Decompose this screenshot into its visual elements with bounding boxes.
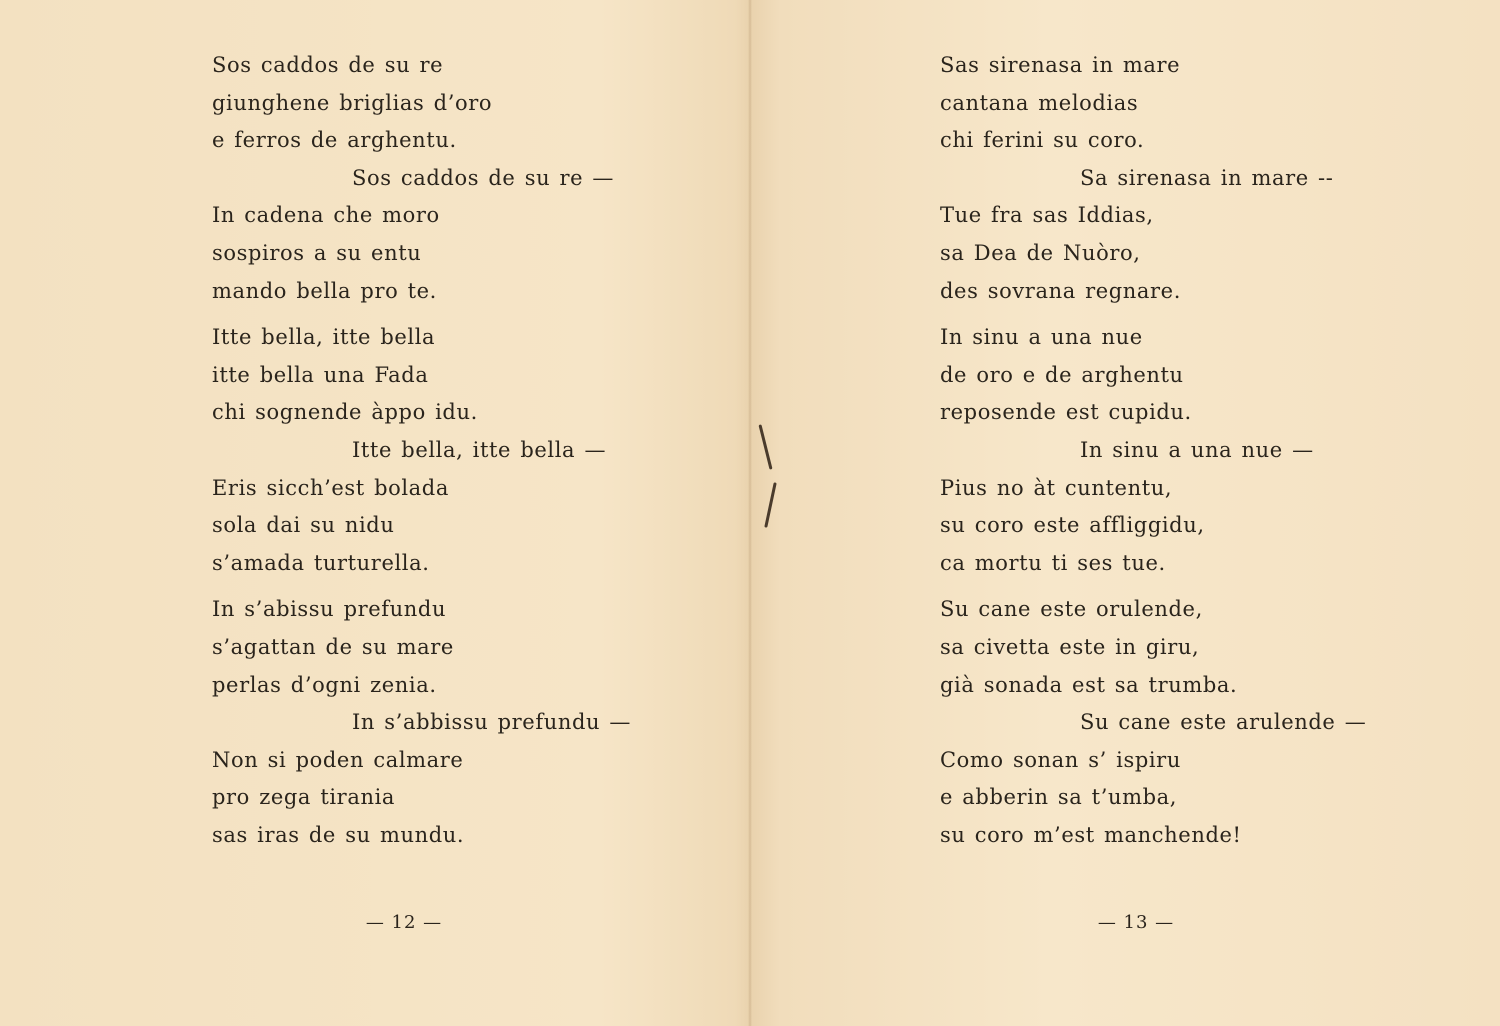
- verse-line: de oro e de arghentu: [940, 362, 1184, 387]
- refrain-line: Sos caddos de su re —: [352, 165, 615, 190]
- verse-line: e abberin sa t’umba,: [940, 785, 1178, 810]
- stanza: [212, 591, 631, 854]
- verse-line: cantana melodias: [940, 90, 1139, 115]
- verse-line: Sas sirenasa in mare: [940, 53, 1181, 77]
- page-number: — 13 —: [1097, 912, 1175, 933]
- verse-line: In sinu a una nue: [940, 325, 1143, 350]
- verse-line: già sonada est sa trumba.: [940, 672, 1238, 697]
- verse-line: Itte bella, itte bella: [212, 325, 436, 350]
- stanza: [212, 319, 631, 582]
- stanza: [940, 47, 1366, 310]
- verse-line: Non si poden calmare: [212, 747, 464, 772]
- verse-line: itte bella una Fada: [212, 362, 429, 387]
- left-poem: [212, 47, 631, 863]
- verse-line: sa civetta este in giru,: [940, 634, 1200, 659]
- verse-line: s’agattan de su mare: [212, 634, 454, 659]
- verse-line: perlas d’ogni zenia.: [212, 672, 437, 697]
- verse-line: mando bella pro te.: [212, 278, 437, 303]
- verse-line: e ferros de arghentu.: [212, 128, 457, 153]
- stanza: [212, 47, 631, 310]
- stanza: [940, 591, 1366, 854]
- verse-line: Sos caddos de su re: [212, 53, 444, 77]
- right-poem: [940, 47, 1366, 863]
- verse-line: Como sonan s’ ispiru: [940, 747, 1181, 772]
- verse-line: sas iras de su mundu.: [212, 822, 465, 847]
- verse-line: In cadena che moro: [212, 203, 440, 228]
- refrain-line: Sa sirenasa in mare --: [1080, 165, 1334, 190]
- verse-line: In s’abissu prefundu: [212, 597, 447, 622]
- refrain-line: In sinu a una nue —: [1080, 437, 1314, 462]
- verse-line: sospiros a su entu: [212, 240, 422, 265]
- verse-line: Eris sicch’est bolada: [212, 475, 449, 500]
- verse-line: s’amada turturella.: [212, 550, 430, 575]
- verse-line: su coro m’est manchende!: [940, 822, 1242, 847]
- verse-line: Tue fra sas Iddias,: [940, 203, 1154, 228]
- refrain-line: Su cane este arulende —: [1080, 710, 1367, 735]
- verse-line: Pius no àt cuntentu,: [940, 475, 1173, 500]
- right-page: [750, 0, 1500, 1026]
- refrain-line: In s’abbissu prefundu —: [352, 710, 631, 735]
- verse-line: des sovrana regnare.: [940, 278, 1181, 303]
- verse-line: chi sognende àppo idu.: [212, 400, 478, 425]
- verse-line: chi ferini su coro.: [940, 128, 1145, 153]
- verse-line: ca mortu ti ses tue.: [940, 550, 1166, 575]
- verse-line: Su cane este orulende,: [940, 597, 1203, 622]
- refrain-line: Itte bella, itte bella —: [352, 437, 607, 462]
- verse-line: sola dai su nidu: [212, 513, 395, 538]
- verse-line: giunghene briglias d’oro: [212, 90, 493, 115]
- verse-line: pro zega tirania: [212, 785, 396, 810]
- page-number: — 12 —: [365, 912, 443, 933]
- verse-line: reposende est cupidu.: [940, 400, 1192, 425]
- stanza: [940, 319, 1366, 582]
- verse-line: su coro este affliggidu,: [940, 513, 1205, 538]
- verse-line: sa Dea de Nuòro,: [940, 240, 1141, 265]
